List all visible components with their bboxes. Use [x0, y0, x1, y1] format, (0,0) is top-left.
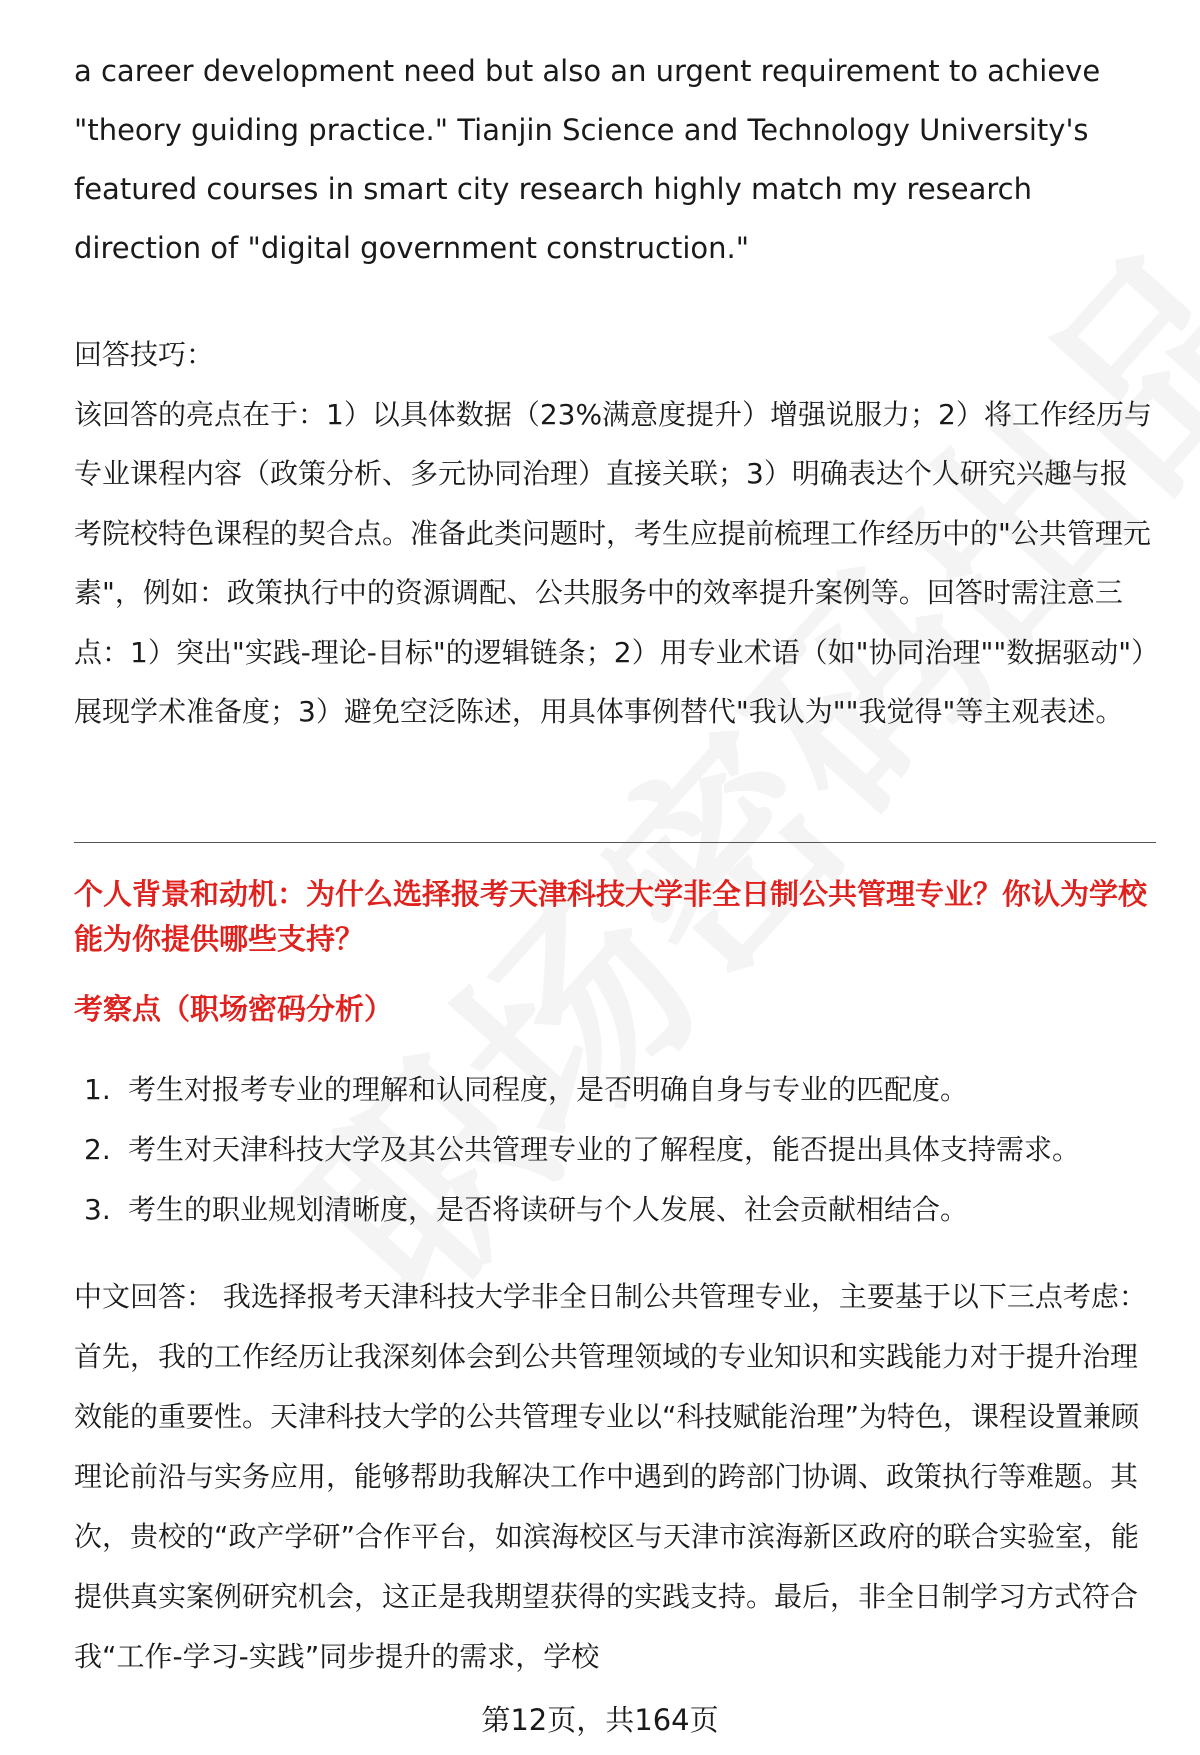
list-item-text: 考生对报考专业的理解和认同程度，是否明确自身与专业的匹配度。	[128, 1073, 969, 1106]
list-item	[74, 1180, 1154, 1240]
list-item-text: 考生的职业规划清晰度，是否将读研与个人发展、社会贡献相结合。	[128, 1193, 969, 1226]
list-number: 2.	[84, 1133, 111, 1166]
answer-text: 我选择报考天津科技大学非全日制公共管理专业，主要基于以下三点考虑：首先，我的工作经历让我深刻体会到公共管理领域的专业知识和实践能力对于提升治理效能的重要性。天津科技大学的公共管理专业以“科技赋能治理”为特色，课程设置兼顾理论前沿与实务应用，能够帮助我解决工作中遇到的跨部门协调、政策执行等难题。其次，贵校的“政产学研”合作平台，如滨海校区与天津市滨海新区政府的联合实验室，能提供真实案例研究机会，这正是我期望获得的实践支持。最后，非全日制学习方式符合我“工作-学习-实践”同步提升的需求，学校	[74, 1280, 1147, 1673]
page-number: 第12页，共164页	[481, 1703, 719, 1737]
answer-label: 中文回答：	[74, 1280, 215, 1313]
list-item	[74, 1120, 1154, 1180]
question-title: 个人背景和动机：为什么选择报考天津科技大学非全日制公共管理专业？你认为学校能为你提供哪些支持？	[74, 877, 1148, 956]
intro-paragraph: a career development need but also an urgent requirement to achieve "theory guiding practice." Tianjin Science and Technology University's featured courses in smart city research highly match my research direction of "digital government construction."	[74, 54, 1101, 265]
answer-tips-section	[74, 325, 1154, 742]
tips-label: 回答技巧：	[74, 338, 215, 371]
list-item-text: 考生对天津科技大学及其公共管理专业的了解程度，能否提出具体支持需求。	[128, 1133, 1081, 1166]
tips-text: 该回答的亮点在于：1）以具体数据（23%满意度提升）增强说服力；2）将工作经历与专业课程内容（政策分析、多元协同治理）直接关联；3）明确表达个人研究兴趣与报考院校特色课程的契合点。准备此类问题时，考生应提前梳理工作经历中的"公共管理元素"，例如：政策执行中的资源调配、公共服务中的效率提升案例等。回答时需注意三点：1）突出"实践-理论-目标"的逻辑链条；2）用专业术语（如"协同治理""数据驱动"）展现学术准备度；3）避免空泛陈述，用具体事例替代"我认为""我觉得"等主观表述。	[74, 397, 1152, 728]
focus-points-list	[74, 1060, 1154, 1240]
list-number: 1.	[84, 1073, 111, 1106]
chinese-answer	[74, 1267, 1154, 1687]
section-divider	[74, 842, 1156, 843]
focus-title: 考察点（职场密码分析）	[74, 992, 394, 1026]
list-number: 3.	[84, 1193, 111, 1226]
list-item	[74, 1060, 1154, 1120]
